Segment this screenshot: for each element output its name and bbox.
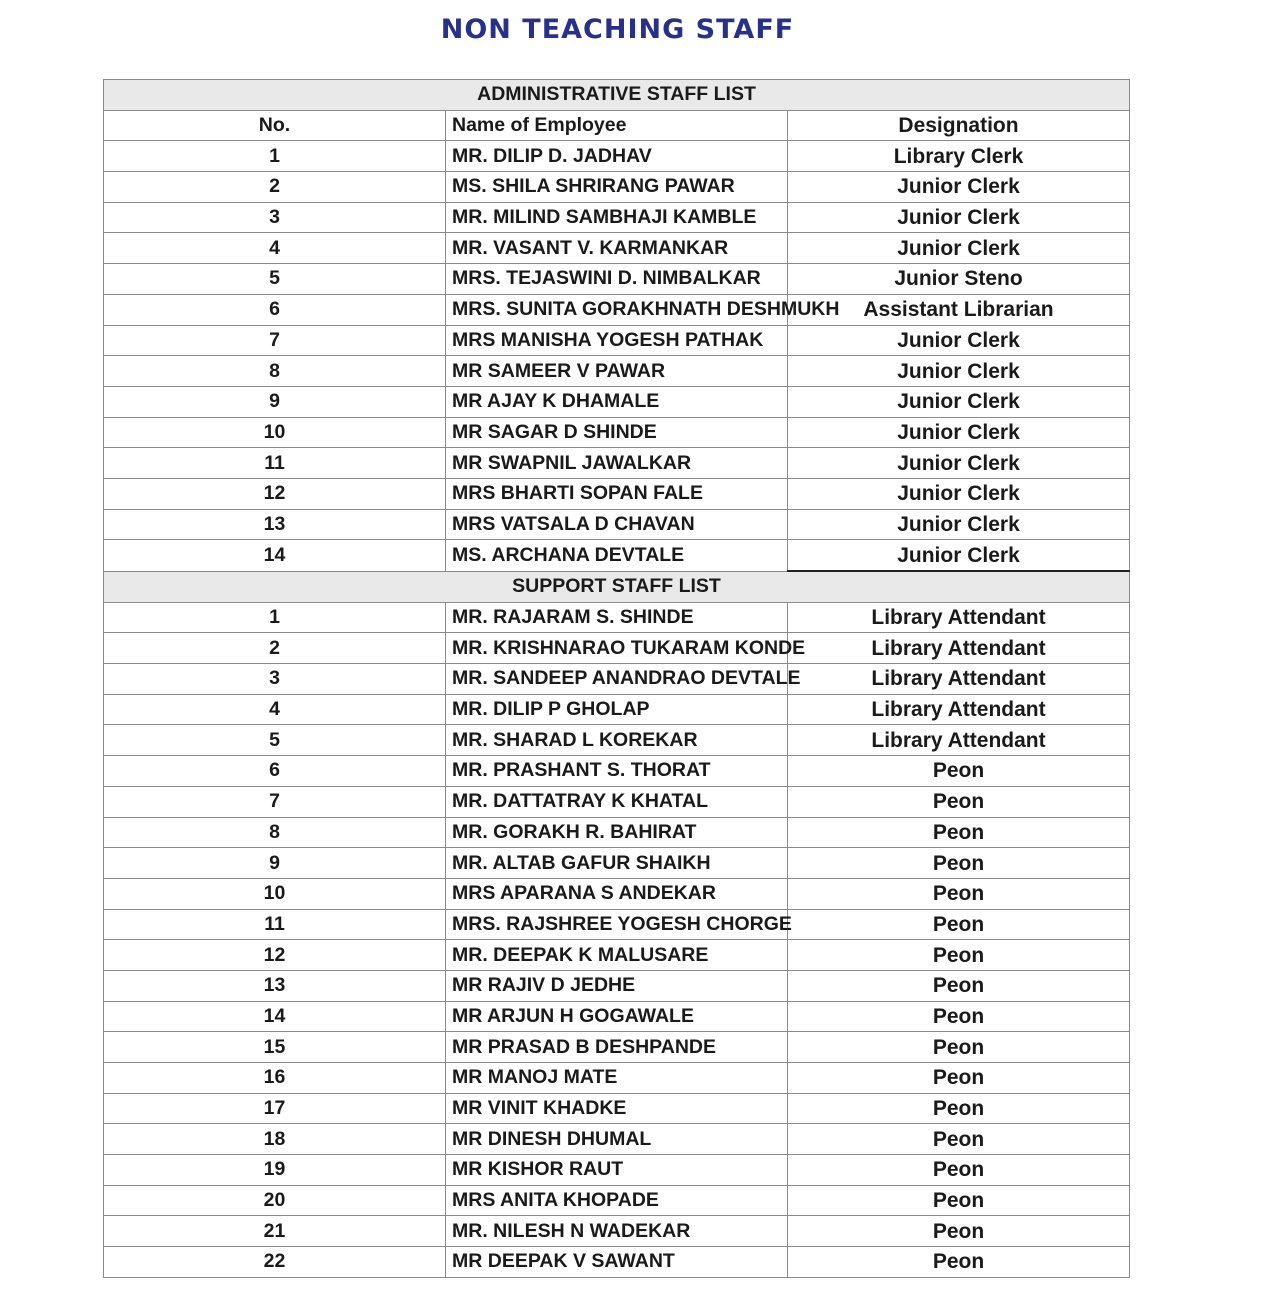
table-row — [104, 786, 1130, 817]
designation: Junior Clerk — [788, 325, 1130, 356]
table-row — [104, 664, 1130, 695]
employee-name: MRS. SUNITA GORAKHNATH DESHMUKH — [446, 294, 788, 325]
staff-number: 7 — [104, 325, 446, 356]
designation: Library Attendant — [788, 725, 1130, 756]
staff-number: 14 — [104, 540, 446, 571]
staff-number: 7 — [104, 786, 446, 817]
designation: Library Clerk — [788, 141, 1130, 172]
staff-number: 13 — [104, 509, 446, 540]
support-section-heading-row — [104, 571, 1130, 602]
table-row — [104, 294, 1130, 325]
designation: Peon — [788, 817, 1130, 848]
table-row — [104, 325, 1130, 356]
staff-number: 1 — [104, 141, 446, 172]
staff-number: 5 — [104, 725, 446, 756]
staff-number: 21 — [104, 1216, 446, 1247]
table-row — [104, 509, 1130, 540]
staff-number: 9 — [104, 386, 446, 417]
table-row — [104, 141, 1130, 172]
designation: Library Attendant — [788, 694, 1130, 725]
designation: Peon — [788, 909, 1130, 940]
designation: Peon — [788, 970, 1130, 1001]
designation: Junior Steno — [788, 264, 1130, 295]
employee-name: MS. ARCHANA DEVTALE — [446, 540, 788, 571]
designation: Assistant Librarian — [788, 294, 1130, 325]
employee-name: MR ARJUN H GOGAWALE — [446, 1001, 788, 1032]
table-row — [104, 1124, 1130, 1155]
staff-number: 13 — [104, 970, 446, 1001]
employee-name: MRS. TEJASWINI D. NIMBALKAR — [446, 264, 788, 295]
staff-number: 19 — [104, 1155, 446, 1186]
support-section-heading: SUPPORT STAFF LIST — [104, 571, 1130, 602]
employee-name: MR AJAY K DHAMALE — [446, 386, 788, 417]
designation: Peon — [788, 1155, 1130, 1186]
employee-name: MR SAMEER V PAWAR — [446, 356, 788, 387]
staff-number: 3 — [104, 202, 446, 233]
designation: Library Attendant — [788, 664, 1130, 695]
staff-number: 9 — [104, 848, 446, 879]
staff-number: 10 — [104, 417, 446, 448]
table-row — [104, 1155, 1130, 1186]
table-row — [104, 848, 1130, 879]
designation: Peon — [788, 756, 1130, 787]
designation: Junior Clerk — [788, 417, 1130, 448]
employee-name: MR DEEPAK V SAWANT — [446, 1247, 788, 1278]
employee-name: MR. ALTAB GAFUR SHAIKH — [446, 848, 788, 879]
staff-number: 16 — [104, 1063, 446, 1094]
employee-name: MS. SHILA SHRIRANG PAWAR — [446, 172, 788, 203]
staff-number: 11 — [104, 909, 446, 940]
staff-number: 8 — [104, 817, 446, 848]
table-row — [104, 478, 1130, 509]
designation: Peon — [788, 786, 1130, 817]
employee-name: MR. DILIP P GHOLAP — [446, 694, 788, 725]
table-row — [104, 1093, 1130, 1124]
staff-number: 6 — [104, 294, 446, 325]
table-row — [104, 1032, 1130, 1063]
designation: Peon — [788, 1093, 1130, 1124]
designation: Junior Clerk — [788, 233, 1130, 264]
employee-name: MR. SHARAD L KOREKAR — [446, 725, 788, 756]
column-header-designation: Designation — [788, 110, 1130, 141]
employee-name: MR RAJIV D JEDHE — [446, 970, 788, 1001]
table-row — [104, 725, 1130, 756]
table-row — [104, 448, 1130, 479]
table-row — [104, 386, 1130, 417]
employee-name: MR. NILESH N WADEKAR — [446, 1216, 788, 1247]
staff-number: 12 — [104, 478, 446, 509]
designation: Junior Clerk — [788, 540, 1130, 571]
table-row — [104, 1247, 1130, 1278]
table-row — [104, 356, 1130, 387]
employee-name: MR SAGAR D SHINDE — [446, 417, 788, 448]
table-row — [104, 694, 1130, 725]
staff-number: 5 — [104, 264, 446, 295]
table-row — [104, 633, 1130, 664]
employee-name: MR KISHOR RAUT — [446, 1155, 788, 1186]
employee-name: MR DINESH DHUMAL — [446, 1124, 788, 1155]
designation: Junior Clerk — [788, 448, 1130, 479]
table-row — [104, 817, 1130, 848]
staff-number: 6 — [104, 756, 446, 787]
table-row — [104, 940, 1130, 971]
staff-number: 4 — [104, 694, 446, 725]
table-row — [104, 233, 1130, 264]
designation: Library Attendant — [788, 602, 1130, 633]
table-row — [104, 909, 1130, 940]
designation: Junior Clerk — [788, 478, 1130, 509]
designation: Peon — [788, 1216, 1130, 1247]
staff-number: 8 — [104, 356, 446, 387]
employee-name: MR. VASANT V. KARMANKAR — [446, 233, 788, 264]
table-row — [104, 172, 1130, 203]
table-row — [104, 1216, 1130, 1247]
employee-name: MR. RAJARAM S. SHINDE — [446, 602, 788, 633]
staff-number: 12 — [104, 940, 446, 971]
admin-section-heading: ADMINISTRATIVE STAFF LIST — [104, 80, 1130, 111]
staff-table-body — [104, 80, 1130, 1278]
employee-name: MRS. RAJSHREE YOGESH CHORGE — [446, 909, 788, 940]
table-row — [104, 756, 1130, 787]
employee-name: MRS MANISHA YOGESH PATHAK — [446, 325, 788, 356]
staff-number: 2 — [104, 172, 446, 203]
designation: Junior Clerk — [788, 509, 1130, 540]
table-row — [104, 1185, 1130, 1216]
designation: Peon — [788, 878, 1130, 909]
column-header-row — [104, 110, 1130, 141]
designation: Peon — [788, 1001, 1130, 1032]
designation: Peon — [788, 848, 1130, 879]
staff-number: 17 — [104, 1093, 446, 1124]
employee-name: MR. KRISHNARAO TUKARAM KONDE — [446, 633, 788, 664]
table-row — [104, 878, 1130, 909]
employee-name: MR PRASAD B DESHPANDE — [446, 1032, 788, 1063]
designation: Junior Clerk — [788, 386, 1130, 417]
staff-number: 22 — [104, 1247, 446, 1278]
staff-number: 4 — [104, 233, 446, 264]
designation: Junior Clerk — [788, 172, 1130, 203]
employee-name: MR MANOJ MATE — [446, 1063, 788, 1094]
table-row — [104, 1063, 1130, 1094]
designation: Peon — [788, 1247, 1130, 1278]
employee-name: MRS VATSALA D CHAVAN — [446, 509, 788, 540]
staff-number: 18 — [104, 1124, 446, 1155]
table-row — [104, 970, 1130, 1001]
employee-name: MR. SANDEEP ANANDRAO DEVTALE — [446, 664, 788, 695]
designation: Junior Clerk — [788, 202, 1130, 233]
staff-number: 2 — [104, 633, 446, 664]
designation: Peon — [788, 1032, 1130, 1063]
designation: Library Attendant — [788, 633, 1130, 664]
designation: Peon — [788, 1124, 1130, 1155]
designation: Peon — [788, 1185, 1130, 1216]
designation: Peon — [788, 940, 1130, 971]
employee-name: MRS APARANA S ANDEKAR — [446, 878, 788, 909]
designation: Junior Clerk — [788, 356, 1130, 387]
staff-number: 15 — [104, 1032, 446, 1063]
employee-name: MRS BHARTI SOPAN FALE — [446, 478, 788, 509]
employee-name: MR. DILIP D. JADHAV — [446, 141, 788, 172]
admin-section-heading-row — [104, 80, 1130, 111]
table-row — [104, 264, 1130, 295]
employee-name: MR. DATTATRAY K KHATAL — [446, 786, 788, 817]
table-row — [104, 202, 1130, 233]
table-row — [104, 540, 1130, 571]
employee-name: MRS ANITA KHOPADE — [446, 1185, 788, 1216]
employee-name: MR. DEEPAK K MALUSARE — [446, 940, 788, 971]
table-row — [104, 602, 1130, 633]
staff-number: 20 — [104, 1185, 446, 1216]
staff-number: 11 — [104, 448, 446, 479]
staff-number: 14 — [104, 1001, 446, 1032]
staff-number: 3 — [104, 664, 446, 695]
employee-name: MR SWAPNIL JAWALKAR — [446, 448, 788, 479]
staff-number: 1 — [104, 602, 446, 633]
employee-name: MR. GORAKH R. BAHIRAT — [446, 817, 788, 848]
employee-name: MR VINIT KHADKE — [446, 1093, 788, 1124]
page-title: NON TEACHING STAFF — [440, 14, 795, 45]
employee-name: MR. MILIND SAMBHAJI KAMBLE — [446, 202, 788, 233]
staff-number: 10 — [104, 878, 446, 909]
column-header-no: No. — [104, 110, 446, 141]
employee-name: MR. PRASHANT S. THORAT — [446, 756, 788, 787]
staff-table — [103, 79, 1130, 1278]
designation: Peon — [788, 1063, 1130, 1094]
table-row — [104, 417, 1130, 448]
column-header-name: Name of Employee — [446, 110, 788, 141]
table-row — [104, 1001, 1130, 1032]
